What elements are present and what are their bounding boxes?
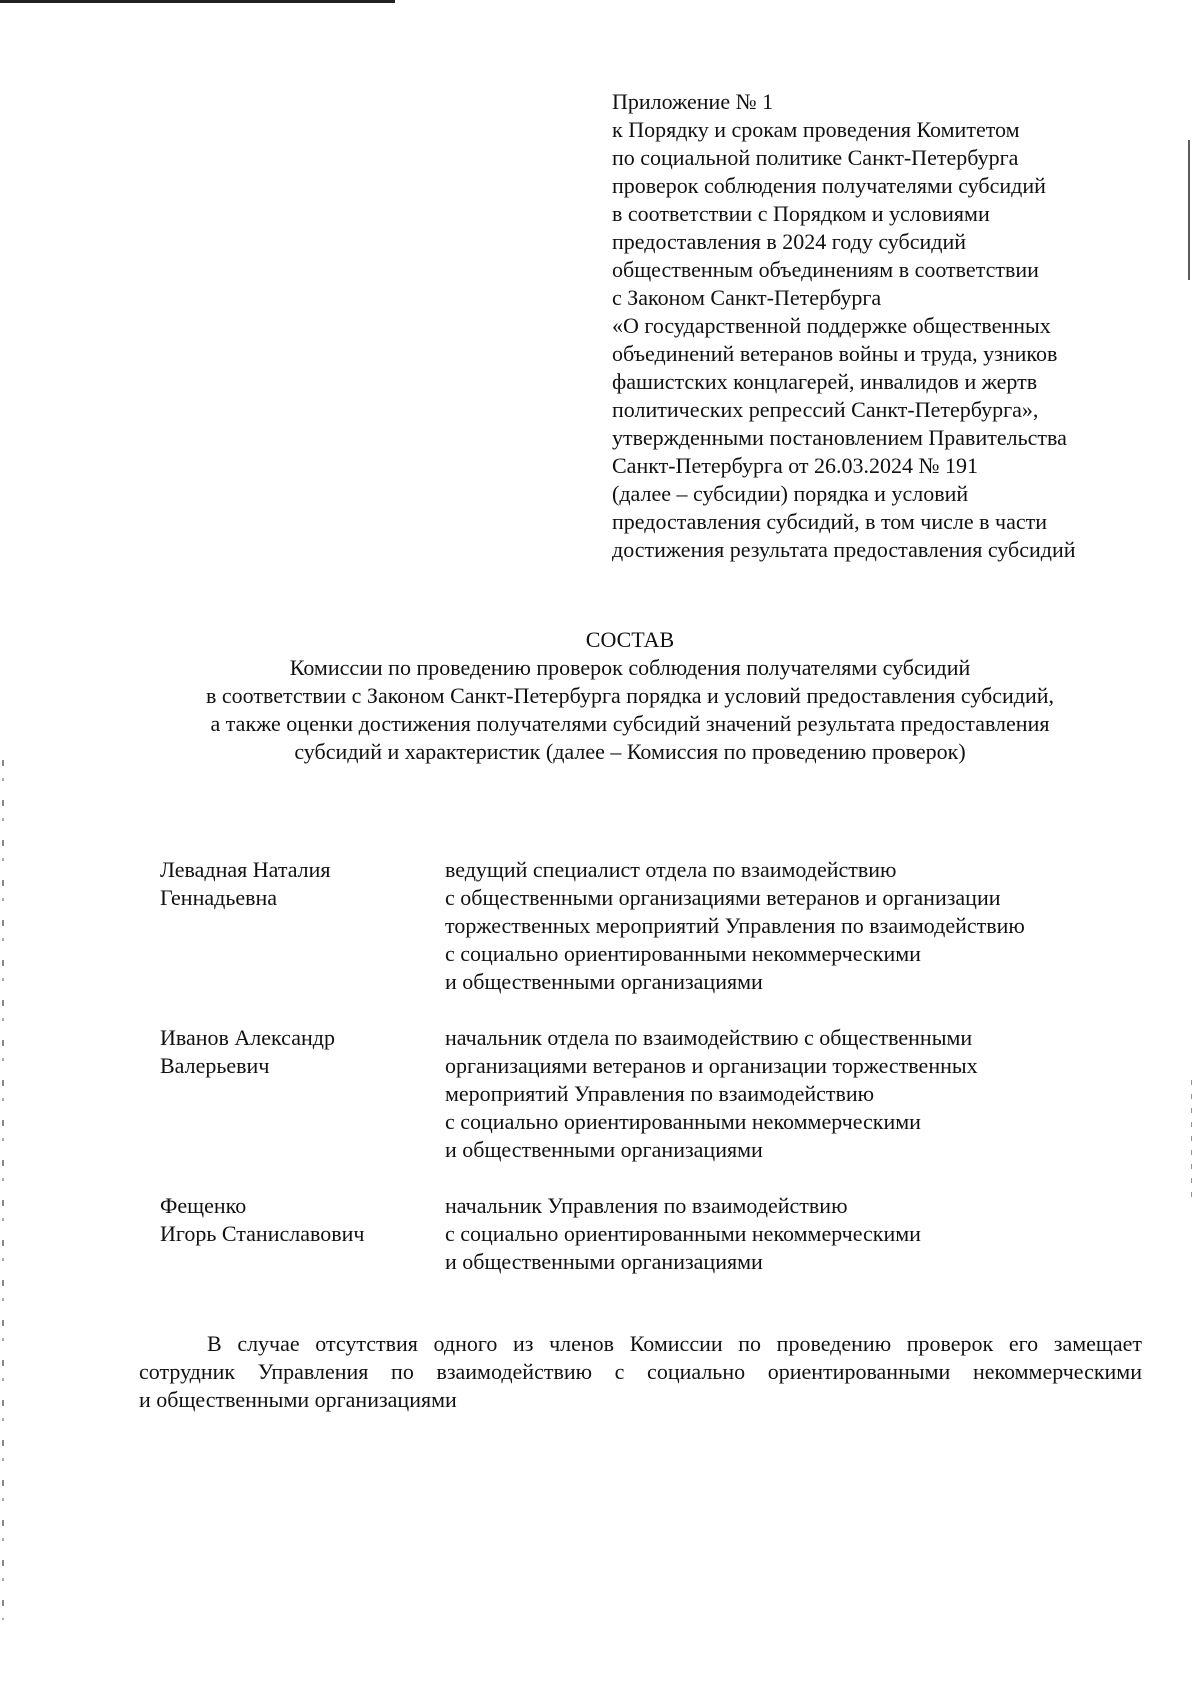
member-name	[160, 856, 445, 996]
appendix-line: утвержденными постановлением Правительства	[612, 425, 1067, 450]
appendix-line: в соответствии с Порядком и условиями	[612, 201, 990, 226]
paragraph-line: сотрудник Управления по взаимодействию с социально ориентированными некоммерческими	[139, 1359, 1142, 1384]
appendix-line: общественным объединениям в соответствии	[612, 257, 1039, 282]
scan-edge-artifact	[1188, 140, 1190, 280]
appendix-line: достижения результата предоставления субсидий	[612, 537, 1076, 562]
member-role-line: и общественными организациями	[445, 969, 763, 994]
member-name	[160, 1192, 445, 1276]
appendix-line: с Законом Санкт-Петербурга	[612, 285, 882, 310]
member-role-line: с социально ориентированными некоммерческими	[445, 1109, 921, 1134]
member-name-line: Фещенко	[160, 1193, 247, 1218]
member-name-line: Валерьевич	[160, 1053, 270, 1078]
appendix-line: предоставления субсидий, в том числе в части	[612, 509, 1047, 534]
member-name-line: Иванов Александр	[160, 1025, 335, 1050]
member-entry	[160, 856, 1160, 996]
appendix-line: политических репрессий Санкт-Петербурга»,	[612, 397, 1039, 422]
appendix-line: «О государственной поддержке общественных	[612, 313, 1051, 338]
member-role-line: организациями ветеранов и организации торжественных	[445, 1053, 978, 1078]
appendix-header	[612, 88, 1172, 564]
member-name-line: Геннадьевна	[160, 885, 278, 910]
member-role-line: ведущий специалист отдела по взаимодействию	[445, 857, 897, 882]
member-role-line: мероприятий Управления по взаимодействию	[445, 1081, 875, 1106]
document-heading	[100, 626, 1160, 766]
paragraph-line: В случае отсутствия одного из членов Комиссии по проведению проверок его замещает	[207, 1331, 1142, 1356]
member-role	[445, 1192, 1160, 1276]
member-name	[160, 1024, 445, 1164]
document-subtitle-line: а также оценки достижения получателями субсидий значений результата предоставления	[210, 711, 1050, 736]
member-role-line: с социально ориентированными некоммерческими	[445, 1221, 921, 1246]
document-title: СОСТАВ	[585, 627, 675, 652]
member-role-line: торжественных мероприятий Управления по взаимодействию	[445, 913, 1025, 938]
appendix-line: по социальной политике Санкт-Петербурга	[612, 145, 1019, 170]
appendix-line: проверок соблюдения получателями субсидий	[612, 173, 1046, 198]
member-entry	[160, 1192, 1160, 1276]
scan-edge-artifact	[0, 0, 395, 3]
appendix-line: Приложение № 1	[612, 89, 774, 114]
member-role-line: и общественными организациями	[445, 1249, 763, 1274]
paragraph-line: и общественными организациями	[139, 1387, 457, 1412]
appendix-line: объединений ветеранов войны и труда, узников	[612, 341, 1058, 366]
scan-edge-artifact	[2, 760, 4, 1620]
member-name-line: Игорь Станиславович	[160, 1221, 365, 1246]
member-role	[445, 1024, 1160, 1164]
member-role-line: начальник отдела по взаимодействию с общественными	[445, 1025, 973, 1050]
document-subtitle-line: Комиссии по проведению проверок соблюдения получателями субсидий	[289, 655, 971, 680]
document-subtitle-line: субсидий и характеристик (далее – Комиссия по проведению проверок)	[294, 739, 966, 764]
scan-edge-artifact	[1191, 1080, 1192, 1200]
member-role-line: с социально ориентированными некоммерческими	[445, 941, 921, 966]
appendix-line: фашистских концлагерей, инвалидов и жертв	[612, 369, 1038, 394]
appendix-line: Санкт-Петербурга от 26.03.2024 № 191	[612, 453, 979, 478]
appendix-line: к Порядку и срокам проведения Комитетом	[612, 117, 1020, 142]
substitution-paragraph	[139, 1330, 1142, 1414]
member-role	[445, 856, 1160, 996]
member-entry	[160, 1024, 1160, 1164]
member-name-line: Левадная Наталия	[160, 857, 331, 882]
member-role-line: с общественными организациями ветеранов и организации	[445, 885, 1001, 910]
appendix-line: (далее – субсидии) порядка и условий	[612, 481, 969, 506]
commission-members-list	[160, 856, 1160, 1304]
appendix-line: предоставления в 2024 году субсидий	[612, 229, 966, 254]
member-role-line: начальник Управления по взаимодействию	[445, 1193, 848, 1218]
member-role-line: и общественными организациями	[445, 1137, 763, 1162]
document-subtitle-line: в соответствии с Законом Санкт-Петербурга порядка и условий предоставления субсидий,	[205, 683, 1055, 708]
